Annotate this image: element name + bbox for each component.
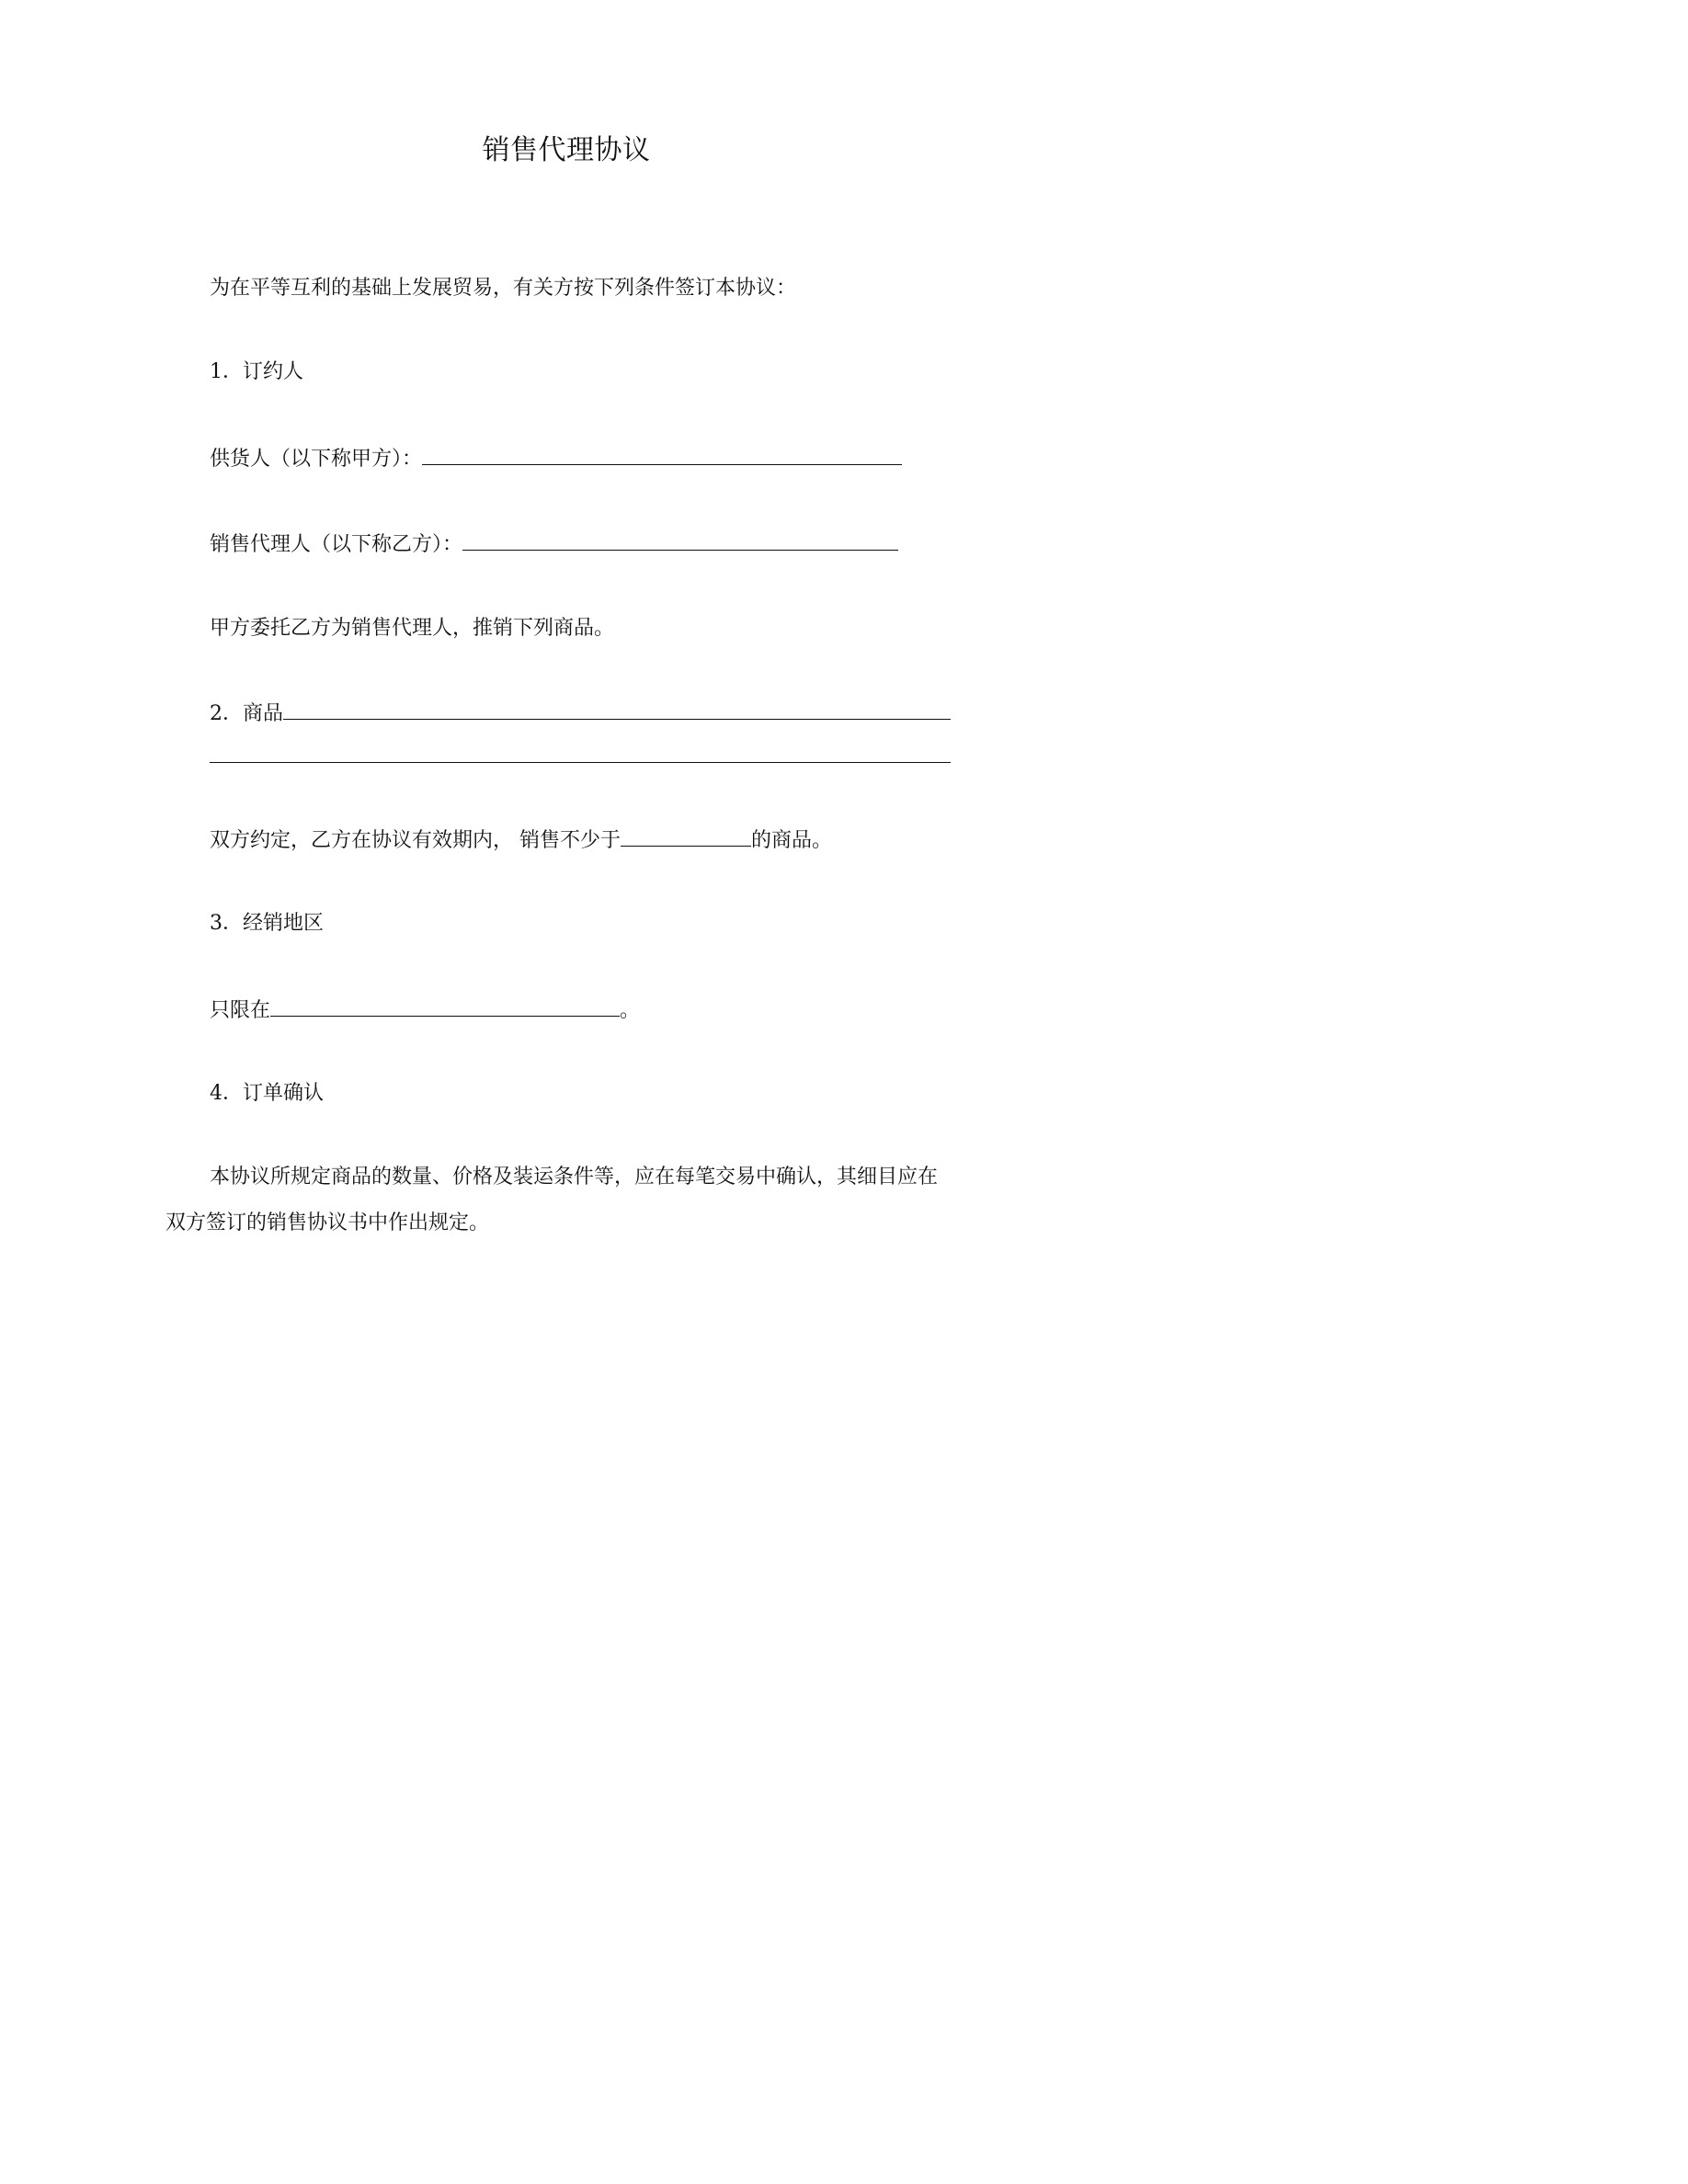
section-4-heading: 4．订单确认 xyxy=(210,1082,324,1105)
section-3-heading: 3．经销地区 xyxy=(210,912,324,935)
supplier-blank[interactable] xyxy=(422,437,902,465)
goods-line xyxy=(210,691,951,734)
agent-line xyxy=(210,522,898,565)
goods-blank-continuation[interactable] xyxy=(210,762,951,763)
region-line xyxy=(210,988,640,1031)
intro-paragraph: 为在平等互利的基础上发展贸易，有关方按下列条件签订本协议： xyxy=(210,277,797,300)
section-1-heading: 1．订约人 xyxy=(210,360,303,383)
goods-blank[interactable] xyxy=(283,691,951,720)
minimum-sales-prefix: 双方约定，乙方在协议有效期内， 销售不少于 xyxy=(210,829,621,852)
appointment-statement: 甲方委托乙方为销售代理人，推销下列商品。 xyxy=(210,617,615,640)
minimum-sales-blank[interactable] xyxy=(621,818,751,847)
region-prefix: 只限在 xyxy=(210,999,271,1022)
supplier-label: 供货人（以下称甲方）： xyxy=(210,448,423,471)
agent-blank[interactable] xyxy=(462,522,898,551)
region-blank[interactable] xyxy=(270,988,620,1017)
supplier-line xyxy=(210,437,902,480)
minimum-sales-line xyxy=(210,818,832,861)
order-confirmation-paragraph: 本协议所规定商品的数量、价格及装运条件等，应在每笔交易中确认，其细目应在双方签订的销售协议书中作出规定。 xyxy=(165,1166,939,1234)
section-2-heading: 2．商品 xyxy=(210,702,283,725)
agent-label: 销售代理人（以下称乙方）： xyxy=(210,533,463,556)
document-title: 销售代理协议 xyxy=(482,134,651,166)
minimum-sales-suffix: 的商品。 xyxy=(751,829,833,852)
region-suffix: 。 xyxy=(620,999,641,1022)
document-page xyxy=(0,0,1133,1465)
